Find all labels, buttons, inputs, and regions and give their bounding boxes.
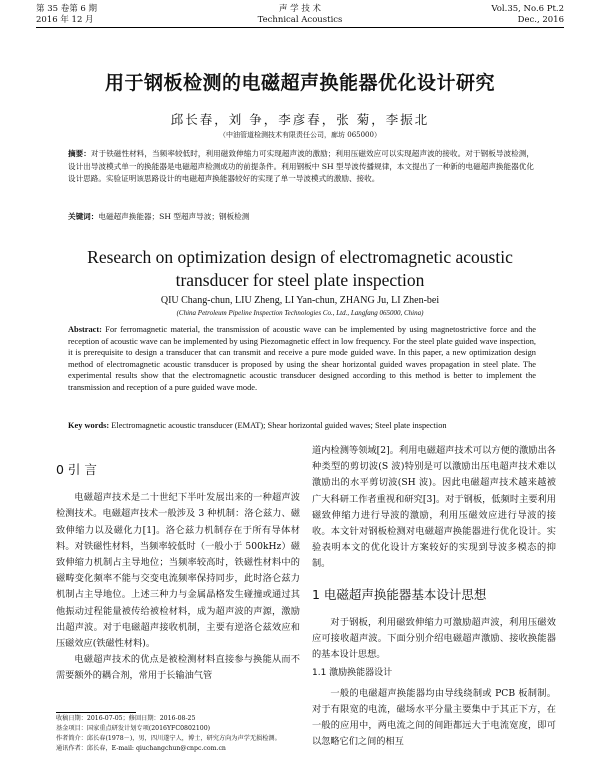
right-column — [312, 443, 556, 750]
journal-name-en: Technical Acoustics — [257, 15, 343, 25]
footnote-corresponding: 通讯作者：邱长春，E-mail: qiuchangchun@cnpc.com.cn — [56, 745, 226, 752]
footnote-received: 收稿日期：2016-07-05；修回日期：2016-08-25 — [56, 715, 196, 722]
abstract-cn-label: 摘要： — [68, 149, 91, 158]
section-1-paragraph: 对于钢板，利用磁致伸缩力可激励超声波，利用压磁效应可接收超声波。下面分别介绍电磁超声激励、接收换能器的基本设计思想。 — [312, 616, 556, 661]
intro-paragraph-2: 电磁超声技术的优点是被检测材料直接参与换能从而不需要额外的耦合剂，常用于长输油气管 — [56, 654, 300, 682]
abstract-en-text: For ferromagnetic material, the transmission of acoustic wave can be implemented by using magnetostrictive force and the reception of acoustic wave can be implemented by using Piezomagnetic effect in low frequency. For the steel plate guided wave inspection, it is prerequisite to design a transducer that can transmit and receive a pure mode guided wave. In this paper, a new optimization design method of electromagnetic acoustic transducer is proposed by using the shear horizontal guided waves propagation in steel plate. The experimental results show that the electromagnetic acoustic transducer designed according to this method is better to implement the transmission and reception of a pure guided wave mode. — [68, 325, 537, 392]
volume-en: Vol.35, No.6 Pt.2 — [491, 4, 564, 14]
subsection-1-1-heading: 1.1 激励换能器设计 — [312, 668, 393, 679]
abstract-cn — [68, 148, 534, 186]
intro-paragraph-1: 电磁超声技术是二十世纪下半叶发展出来的一种超声波检测技术。电磁超声技术一般涉及 3 种机制：洛仑兹力、磁致伸缩力以及磁化力[1]。洛仑兹力机制存在于所有导体材料。对铁磁性材料，当频率较低时（一般小于 500kHz）磁致伸缩力机制占主导地位；当频率较高时，铁磁性材料中的磁畴变化频率不能与交变电流频率保持同步，此时洛仑兹力机制占主导地位。上述三种力与金属晶格发生碰撞或通过其他振动过程能量被传给被检材料，成为超声波的声源，激励出超声波。对于电磁超声接收机制，主要有逆洛仑兹效应和压磁效应(铁磁性材料)。 — [56, 492, 300, 650]
authors-cn: 邱长春，刘 争，李彦春，张 菊，李振北 — [170, 112, 430, 127]
footnote-author: 作者简介：邱长春(1978－)，男，四川遂宁人，博士，研究方向为声学无损检测。 — [56, 735, 281, 742]
intro-paragraph-continued: 道内检测等领域[2]。利用电磁超声技术可以方便的激励出各种类型的剪切波(S 波)特别是可以激励出压电超声技术难以激励出的水平剪切波(SH 波)。因此电磁超声技术越来越被广大科研工作者重视和研究[3]。对于钢板，低频时主要利用磁致伸缩力进行导波的激励，利用压磁效应进行导波的接收。本文针对钢板检测对电磁超声换能器进行优化设计。实验表明本文的优化设计方案较好的实现到导波多模态的抑制。 — [312, 445, 556, 570]
abstract-en-label: Abstract: — [68, 325, 102, 334]
keywords-cn — [68, 211, 534, 224]
abstract-en — [68, 324, 536, 394]
date-en: Dec., 2016 — [517, 15, 564, 25]
keywords-en-label: Key words: — [68, 421, 110, 430]
paper-title-cn: 用于钢板检测的电磁超声换能器优化设计研究 — [104, 72, 495, 94]
section-1-heading: 1 电磁超声换能器基本设计思想 — [312, 586, 487, 602]
paper-title-en — [40, 246, 560, 292]
title-en-line2: transducer for steel plate inspection — [175, 270, 425, 290]
footnote-fund: 基金项目：国家重点研发计划专项(2016YFC0802100) — [56, 725, 211, 732]
section-0-heading: 0 引 言 — [56, 462, 97, 477]
header-rule — [36, 27, 564, 28]
journal-name-cn: 声 学 技 术 — [278, 4, 322, 14]
title-en-line1: Research on optimization design of electromagnetic acoustic — [87, 247, 513, 267]
affiliation-cn: （中油管道检测技术有限责任公司，廊坊 065000） — [219, 131, 381, 139]
abstract-cn-text: 对于铁磁性材料，当频率较低时，利用磁致伸缩力可实现超声波的激励；利用压磁效应可以实现超声波的接收。对于钢板导波检测，设计出导波模式单一的换能器是电磁超声检测成功的前提条件。利用钢板中 SH 型导波传播规律，本文提出了一种新的电磁超声换能器优化设计思路。实验证明该思路设计的电磁超声换能器较好的实现了单一导波模式的激励、接收。 — [68, 149, 534, 183]
date-cn: 2016 年 12 月 — [36, 15, 94, 25]
authors-en: QIU Chang-chun, LIU Zheng, LI Yan-chun, ZHANG Ju, LI Zhen-bei — [160, 295, 440, 306]
affiliation-en: (China Petroleum Pipeline Inspection Technologies Co., Ltd., Langfang 065000, China) — [176, 309, 424, 317]
left-column — [56, 462, 300, 685]
subsection-1-1-paragraph: 一般的电磁超声换能器均由导线绕制或 PCB 板制制。对于有限宽的电流，磁场水平分量主要集中于其正下方，在一般的应用中，两电流之间的间距都远大于电流宽度，即可以忽略它们之间的相互 — [312, 687, 556, 748]
header-right — [491, 4, 564, 26]
footnotes — [56, 714, 306, 754]
footnote-rule — [56, 712, 136, 713]
volume-cn: 第 35 卷第 6 期 — [36, 4, 98, 14]
keywords-cn-text: 电磁超声换能器；SH 型超声导波；钢板检测 — [98, 212, 250, 221]
keywords-cn-label: 关键词： — [68, 212, 99, 221]
keywords-en — [68, 420, 536, 432]
header-center — [36, 4, 564, 26]
keywords-en-text: Electromagnetic acoustic transducer (EMAT); Shear horizontal guided waves; Steel plate inspection — [111, 421, 447, 430]
